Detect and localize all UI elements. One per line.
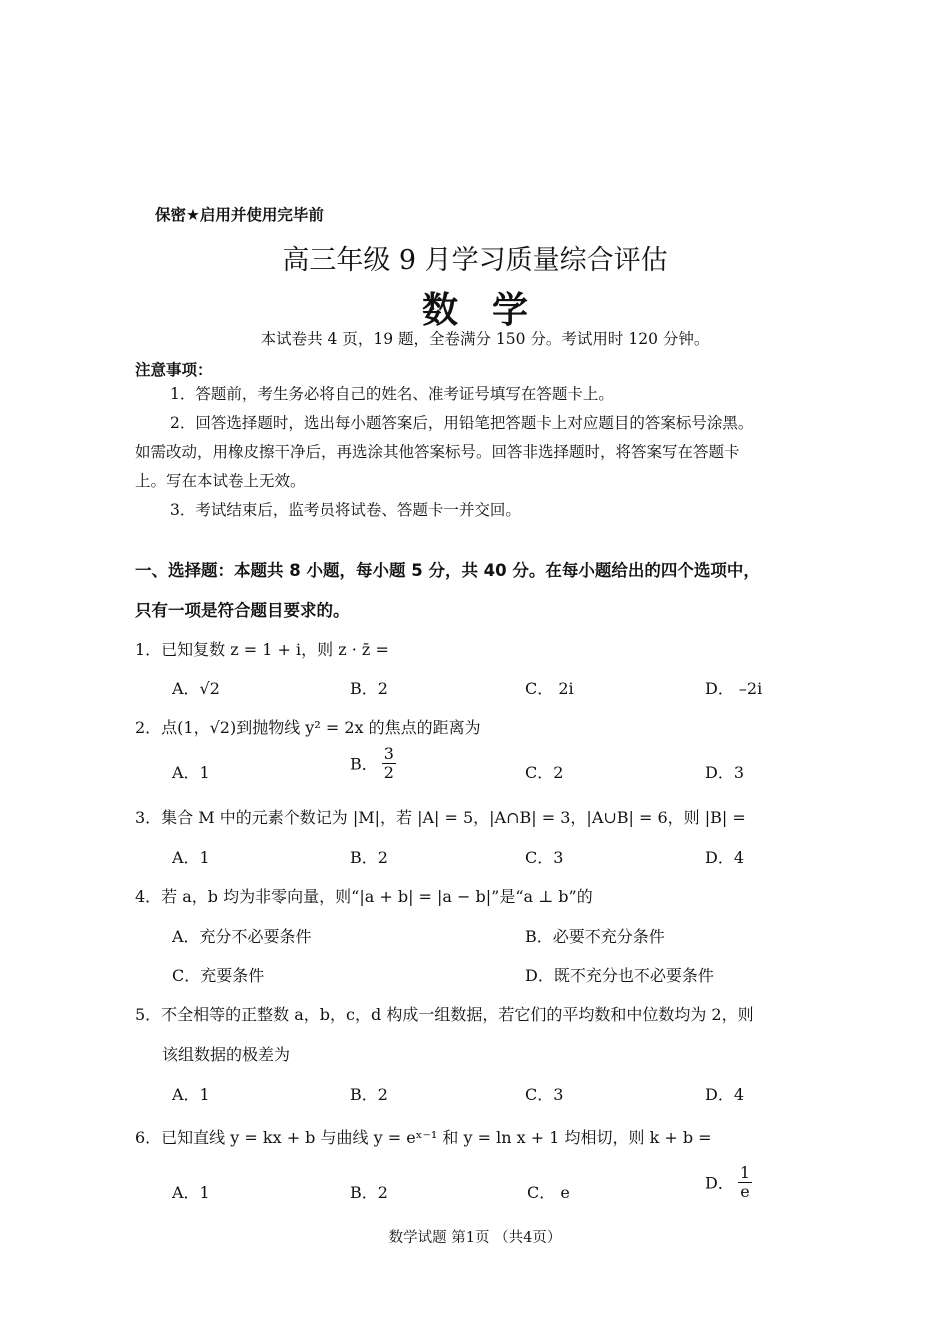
question-1-option-c: C． 2i	[525, 679, 574, 698]
question-2-option-b-label: B．	[350, 754, 378, 774]
question-5-option-d: D．4	[705, 1085, 745, 1104]
question-6-option-b: B．2	[350, 1183, 388, 1202]
question-2-option-b-fraction	[382, 745, 396, 781]
notice-item-3: 3．考试结束后，监考员将试卷、答题卡一并交回。	[170, 501, 521, 519]
question-5-option-c: C．3	[525, 1085, 564, 1104]
question-4-option-d: D．既不充分也不必要条件	[525, 966, 714, 985]
subject-title: 数学	[421, 289, 562, 331]
question-1-stem: 1．已知复数 z = 1 + i，则 z · z̄ =	[135, 640, 389, 659]
question-6-option-c: C． e	[527, 1183, 570, 1202]
question-6-option-a: A．1	[172, 1183, 210, 1202]
question-2-stem: 2．点(1，√2)到抛物线 y² = 2x 的焦点的距离为	[135, 718, 481, 737]
question-2-option-b	[350, 745, 396, 781]
question-3-option-a: A．1	[172, 848, 210, 867]
exam-title: 高三年级 9 月学习质量综合评估	[282, 245, 668, 276]
question-2-option-c: C．2	[525, 763, 564, 782]
question-5-stem-line1: 5．不全相等的正整数 a，b，c，d 构成一组数据，若它们的平均数和中位数均为 2，则	[135, 1005, 754, 1024]
question-6-stem: 6．已知直线 y = kx + b 与曲线 y = eˣ⁻¹ 和 y = ln x + 1 均相切，则 k + b =	[135, 1128, 712, 1147]
question-5-stem-line2: 该组数据的极差为	[162, 1045, 291, 1064]
question-4-option-b: B．必要不充分条件	[525, 927, 665, 946]
notice-item-1: 1．答题前，考生务必将自己的姓名、准考证号填写在答题卡上。	[170, 385, 614, 403]
question-3-option-b: B．2	[350, 848, 388, 867]
notice-item-2-cont: 如需改动，用橡皮擦干净后，再选涂其他答案标号。回答非选择题时，将答案写在答题卡	[135, 443, 740, 461]
section-heading-line1: 一、选择题：本题共 8 小题，每小题 5 分，共 40 分。在每小题给出的四个选项中，	[135, 561, 760, 580]
question-2-option-b-denominator: 2	[383, 762, 394, 782]
question-4-option-a: A．充分不必要条件	[172, 927, 312, 946]
question-3-option-d: D．4	[705, 848, 745, 867]
question-2-option-d: D．3	[705, 763, 745, 782]
question-6-option-d-label: D．	[705, 1173, 734, 1193]
question-3-option-c: C．3	[525, 848, 564, 867]
question-1-option-a: A．√2	[172, 679, 220, 698]
confidential-label: 保密★启用并使用完毕前	[155, 206, 324, 224]
question-1-option-d: D． –2i	[705, 679, 763, 698]
notice-item-2-cont2: 上。写在本试卷上无效。	[135, 472, 306, 490]
question-2-option-b-numerator: 3	[383, 744, 394, 763]
question-4-stem: 4．若 a，b 均为非零向量，则“|a + b| = |a − b|”是“a ⊥ b”的	[135, 887, 593, 906]
exam-meta: 本试卷共 4 页，19 题，全卷满分 150 分。考试用时 120 分钟。	[260, 330, 710, 348]
notice-item-2: 2．回答选择题时，选出每小题答案后，用铅笔把答题卡上对应题目的答案标号涂黑。	[170, 414, 754, 432]
page-footer: 数学试题 第1页 （共4页）	[388, 1230, 562, 1246]
question-6-option-d-denominator: e	[740, 1181, 750, 1201]
question-4-option-c: C．充要条件	[172, 966, 265, 985]
notice-heading: 注意事项：	[135, 361, 213, 379]
question-6-option-d-fraction	[738, 1164, 752, 1200]
question-1-option-b: B．2	[350, 679, 388, 698]
question-3-stem: 3．集合 M 中的元素个数记为 |M|，若 |A| = 5，|A∩B| = 3，|A∪B| = 6，则 |B| =	[135, 808, 746, 827]
question-2-option-a: A．1	[172, 763, 210, 782]
question-5-option-a: A．1	[172, 1085, 210, 1104]
section-heading-line2: 只有一项是符合题目要求的。	[135, 601, 350, 620]
question-6-option-d-numerator: 1	[739, 1163, 751, 1182]
question-5-option-b: B．2	[350, 1085, 388, 1104]
question-6-option-d	[705, 1164, 752, 1200]
